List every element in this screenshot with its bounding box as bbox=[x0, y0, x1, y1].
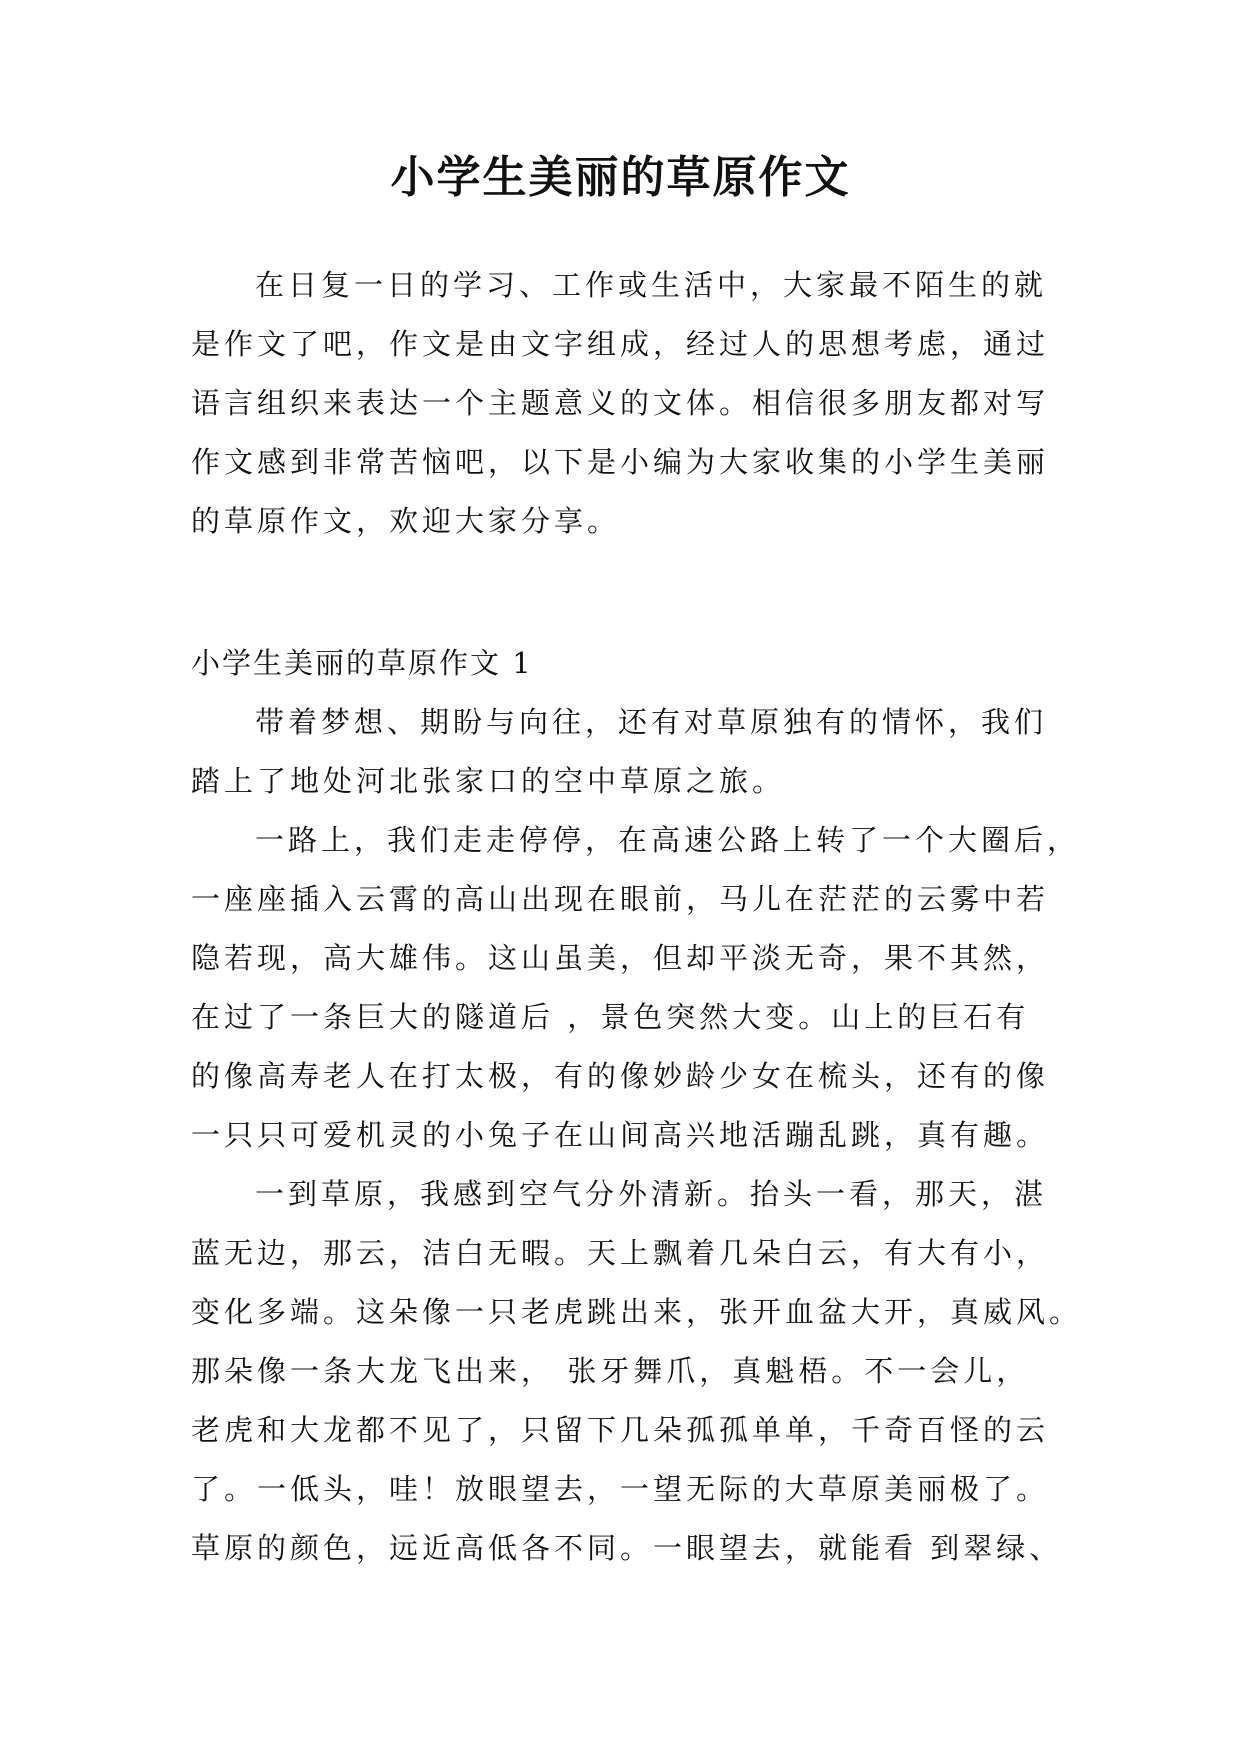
text-line: 是作文了吧，作文是由文字组成，经过人的思想考虑，通过 bbox=[191, 327, 1050, 361]
text-line: 一路上，我们走走停停，在高速公路上转了一个大圈后， bbox=[255, 823, 1081, 857]
text-line: 一只只可爱机灵的小兔子在山间高兴地活蹦乱跳，真有趣。 bbox=[191, 1118, 1050, 1152]
text-line: 草原的颜色，远近高低各不同。一眼望去，就能看 到翠绿、 bbox=[191, 1531, 1063, 1565]
text-line: 作文感到非常苦恼吧，以下是小编为大家收集的小学生美丽 bbox=[191, 445, 1050, 479]
text-line: 语言组织来表达一个主题意义的文体。相信很多朋友都对写 bbox=[191, 386, 1050, 420]
text-line: 了。一低头，哇！放眼望去，一望无际的大草原美丽极了。 bbox=[191, 1472, 1050, 1506]
text-line: 踏上了地处河北张家口的空中草原之旅。 bbox=[191, 764, 786, 798]
essay-body bbox=[191, 693, 1083, 1578]
text-line: 隐若现，高大雄伟。这山虽美，但却平淡无奇，果不其然， bbox=[191, 941, 1050, 975]
text-line: 老虎和大龙都不见了，只留下几朵孤孤单单，千奇百怪的云 bbox=[191, 1413, 1050, 1447]
text-line: 的像高寿老人在打太极，有的像妙龄少女在梳头，还有的像 bbox=[191, 1059, 1050, 1093]
text-line: 一到草原，我感到空气分外清新。抬头一看，那天，湛 bbox=[255, 1177, 1048, 1211]
text-line: 变化多端。这朵像一只老虎跳出来，张开血盆大开，真威风。 bbox=[191, 1295, 1083, 1329]
text-line: 蓝无边，那云，洁白无暇。天上飘着几朵白云，有大有小， bbox=[191, 1236, 1050, 1270]
text-line: 在日复一日的学习、工作或生活中，大家最不陌生的就 bbox=[255, 268, 1048, 302]
text-line: 带着梦想、期盼与向往，还有对草原独有的情怀，我们 bbox=[255, 705, 1048, 739]
section-heading: 小学生美丽的草原作文 1 bbox=[191, 646, 533, 680]
text-line: 的草原作文，欢迎大家分享。 bbox=[191, 504, 621, 538]
text-line: 一座座插入云霄的高山出现在眼前，马儿在茫茫的云雾中若 bbox=[191, 882, 1050, 916]
text-line: 那朵像一条大龙飞出来， 张牙舞爪，真魁梧。不一会儿， bbox=[191, 1354, 1030, 1388]
intro-paragraph bbox=[191, 256, 1051, 551]
text-line: 在过了一条巨大的隧道后 ，景色突然大变。山上的巨石有 bbox=[191, 1000, 1030, 1034]
document-title: 小学生美丽的草原作文 bbox=[390, 152, 851, 203]
